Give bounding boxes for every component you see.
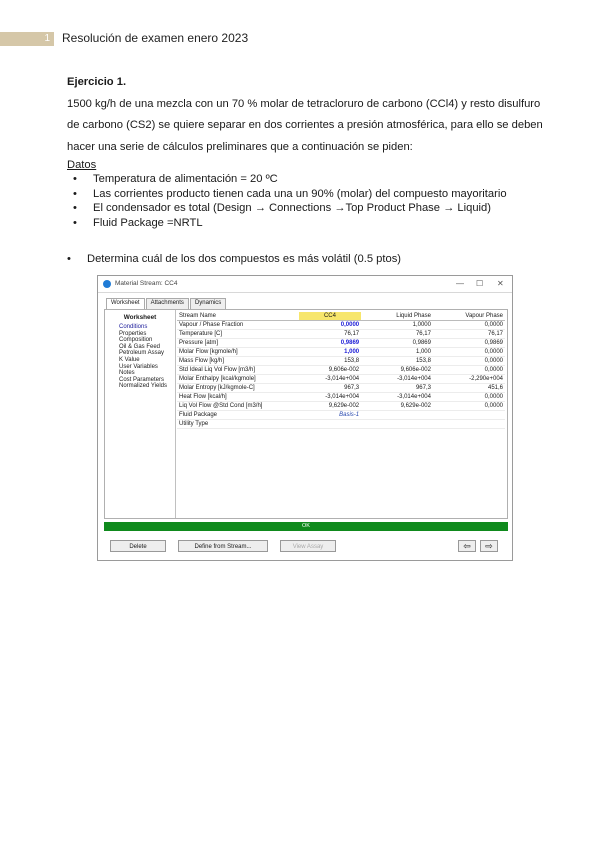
table-row <box>177 366 505 375</box>
column-header: Vapour Phase <box>433 312 505 321</box>
row-label: Vapour / Phase Fraction <box>177 321 299 330</box>
document-header-title: Resolución de examen enero 2023 <box>62 31 249 45</box>
table-row <box>177 357 505 366</box>
row-label: Heat Flow [kcal/h] <box>177 393 299 402</box>
sidebar-item-properties[interactable]: Properties <box>119 330 147 337</box>
cell-value-liquid: 153,8 <box>361 357 433 366</box>
paragraph-line: hacer una serie de cálculos preliminares que a continuación se piden: <box>67 140 413 153</box>
cell-value-liquid: 967,3 <box>361 384 433 393</box>
exercise-heading: Ejercicio 1. <box>67 76 127 88</box>
cell-value-stream[interactable]: 0,9869 <box>299 339 361 348</box>
worksheet-sidebar <box>105 310 176 518</box>
cell-value-stream[interactable]: 9,629e-002 <box>299 402 361 411</box>
table-row <box>177 384 505 393</box>
table-row <box>177 321 505 330</box>
app-icon <box>103 280 111 288</box>
page-number: 1 <box>0 32 54 46</box>
cell-value-stream[interactable]: 0,0000 <box>299 321 361 330</box>
cell-value-vapour: 0,9869 <box>433 339 505 348</box>
cell-value-liquid: 76,17 <box>361 330 433 339</box>
tab-bar <box>106 298 227 309</box>
cell-value-liquid: 1,000 <box>361 348 433 357</box>
table-row <box>177 411 505 420</box>
data-list <box>67 172 547 230</box>
window-title: Material Stream: CC4 <box>115 280 178 287</box>
next-arrow-icon[interactable]: ⇨ <box>480 540 498 552</box>
view-assay-button: View Assay <box>280 540 336 552</box>
row-label: Molar Entropy [kJ/kgmole-C] <box>177 384 299 393</box>
column-header: Liquid Phase <box>361 312 433 321</box>
cell-value-stream[interactable]: -3,014e+004 <box>299 393 361 402</box>
sidebar-item-normalized-yields[interactable]: Normalized Yields <box>119 383 168 390</box>
sidebar-item-notes[interactable]: Notes <box>119 370 135 377</box>
cell-value-liquid: 1,0000 <box>361 321 433 330</box>
cell-value-liquid: 0,9869 <box>361 339 433 348</box>
cell-value-stream[interactable] <box>299 420 361 429</box>
table-row <box>177 402 505 411</box>
cell-value-liquid: 9,629e-002 <box>361 402 433 411</box>
row-label: Fluid Package <box>177 411 299 420</box>
table-row <box>177 348 505 357</box>
question-text: Determina cuál de los dos compuestos es más volátil (0.5 ptos) <box>87 253 402 265</box>
delete-button[interactable]: Delete <box>110 540 166 552</box>
row-label: Mass Flow [kg/h] <box>177 357 299 366</box>
cell-value-liquid: -3,014e+004 <box>361 393 433 402</box>
cell-value-vapour: 0,0000 <box>433 366 505 375</box>
material-stream-window <box>97 275 513 561</box>
table-row <box>177 420 505 429</box>
cell-value-vapour: 76,17 <box>433 330 505 339</box>
table-row <box>177 375 505 384</box>
tab-attachments[interactable]: Attachments <box>146 298 189 309</box>
cell-value-stream[interactable]: 153,8 <box>299 357 361 366</box>
row-label: Std Ideal Liq Vol Flow [m3/h] <box>177 366 299 375</box>
cell-value-vapour: 0,0000 <box>433 321 505 330</box>
cell-value-liquid: -3,014e+004 <box>361 375 433 384</box>
exercise-content <box>67 72 547 230</box>
cell-value-vapour <box>433 420 505 429</box>
sidebar-item-petroleum-assay[interactable]: Petroleum Assay <box>119 350 165 357</box>
sidebar-title: Worksheet <box>123 314 157 321</box>
window-titlebar <box>98 276 512 293</box>
data-item: • Fluid Package =NRTL <box>87 216 547 231</box>
maximize-icon[interactable]: ☐ <box>476 279 484 288</box>
question-item <box>67 253 401 265</box>
cell-value-stream[interactable]: -3,014e+004 <box>299 375 361 384</box>
cell-value-vapour: 0,0000 <box>433 393 505 402</box>
cell-value-vapour: 0,0000 <box>433 348 505 357</box>
cell-value-vapour: -2,290e+004 <box>433 375 505 384</box>
cell-value-stream[interactable]: 76,17 <box>299 330 361 339</box>
sidebar-item-k-value[interactable]: K Value <box>119 356 140 363</box>
cell-value-stream[interactable]: 1,000 <box>299 348 361 357</box>
row-label: Liq Vol Flow @Std Cond [m3/h] <box>177 402 299 411</box>
cell-value-vapour: 451,6 <box>433 384 505 393</box>
cell-value-vapour: 0,0000 <box>433 402 505 411</box>
sidebar-item-composition[interactable]: Composition <box>119 337 153 344</box>
define-from-stream-button[interactable]: Define from Stream... <box>178 540 268 552</box>
row-label: Pressure [atm] <box>177 339 299 348</box>
table-row <box>177 393 505 402</box>
table-row <box>177 330 505 339</box>
sidebar-item-user-variables[interactable]: User Variables <box>119 363 158 370</box>
row-label: Temperature [C] <box>177 330 299 339</box>
conditions-table <box>177 312 505 429</box>
paragraph-line: de carbono (CS2) se quiere separar en dos corrientes a presión atmosférica, para ello se deben <box>67 119 543 131</box>
minimize-icon[interactable]: — <box>456 279 464 288</box>
cell-value-liquid: 9,606e-002 <box>361 366 433 375</box>
data-item: • Las corrientes producto tienen cada una un 90% (molar) del compuesto mayoritario <box>87 187 547 202</box>
paragraph-line: 1500 kg/h de una mezcla con un 70 % molar de tetracloruro de carbono (CCl4) y resto disulfuro <box>67 97 541 110</box>
row-label: Utility Type <box>177 420 299 429</box>
sidebar-item-cost-parameters[interactable]: Cost Parameters <box>119 376 165 383</box>
data-item: • Temperatura de alimentación = 20 ºC <box>87 172 547 187</box>
tab-dynamics[interactable]: Dynamics <box>190 298 226 309</box>
cell-value-liquid <box>361 420 433 429</box>
row-label: Molar Enthalpy [kcal/kgmole] <box>177 375 299 384</box>
column-header-selected[interactable]: CC4 <box>299 312 361 321</box>
cell-value-stream[interactable]: 9,606e-002 <box>299 366 361 375</box>
data-item: • El condensador es total (Design → Connections →Top Product Phase → Liquid) <box>87 201 547 216</box>
table-header-row <box>177 312 505 321</box>
status-bar: OK <box>104 522 508 531</box>
worksheet-frame <box>104 309 508 519</box>
sidebar-item-oil-gas-feed[interactable]: Oil & Gas Feed <box>119 343 161 350</box>
previous-arrow-icon[interactable]: ⇦ <box>458 540 476 552</box>
cell-value-stream[interactable]: Basis-1 <box>299 411 361 420</box>
cell-value-stream[interactable]: 967,3 <box>299 384 361 393</box>
data-title: Datos <box>67 159 97 171</box>
tab-worksheet[interactable]: Worksheet <box>106 298 145 309</box>
cell-value-liquid <box>361 411 433 420</box>
row-label: Molar Flow [kgmole/h] <box>177 348 299 357</box>
close-icon[interactable]: ✕ <box>497 279 504 288</box>
table-row <box>177 339 505 348</box>
column-header: Stream Name <box>177 312 299 321</box>
sidebar-item-conditions[interactable]: Conditions <box>119 324 148 330</box>
cell-value-vapour <box>433 411 505 420</box>
cell-value-vapour: 0,0000 <box>433 357 505 366</box>
